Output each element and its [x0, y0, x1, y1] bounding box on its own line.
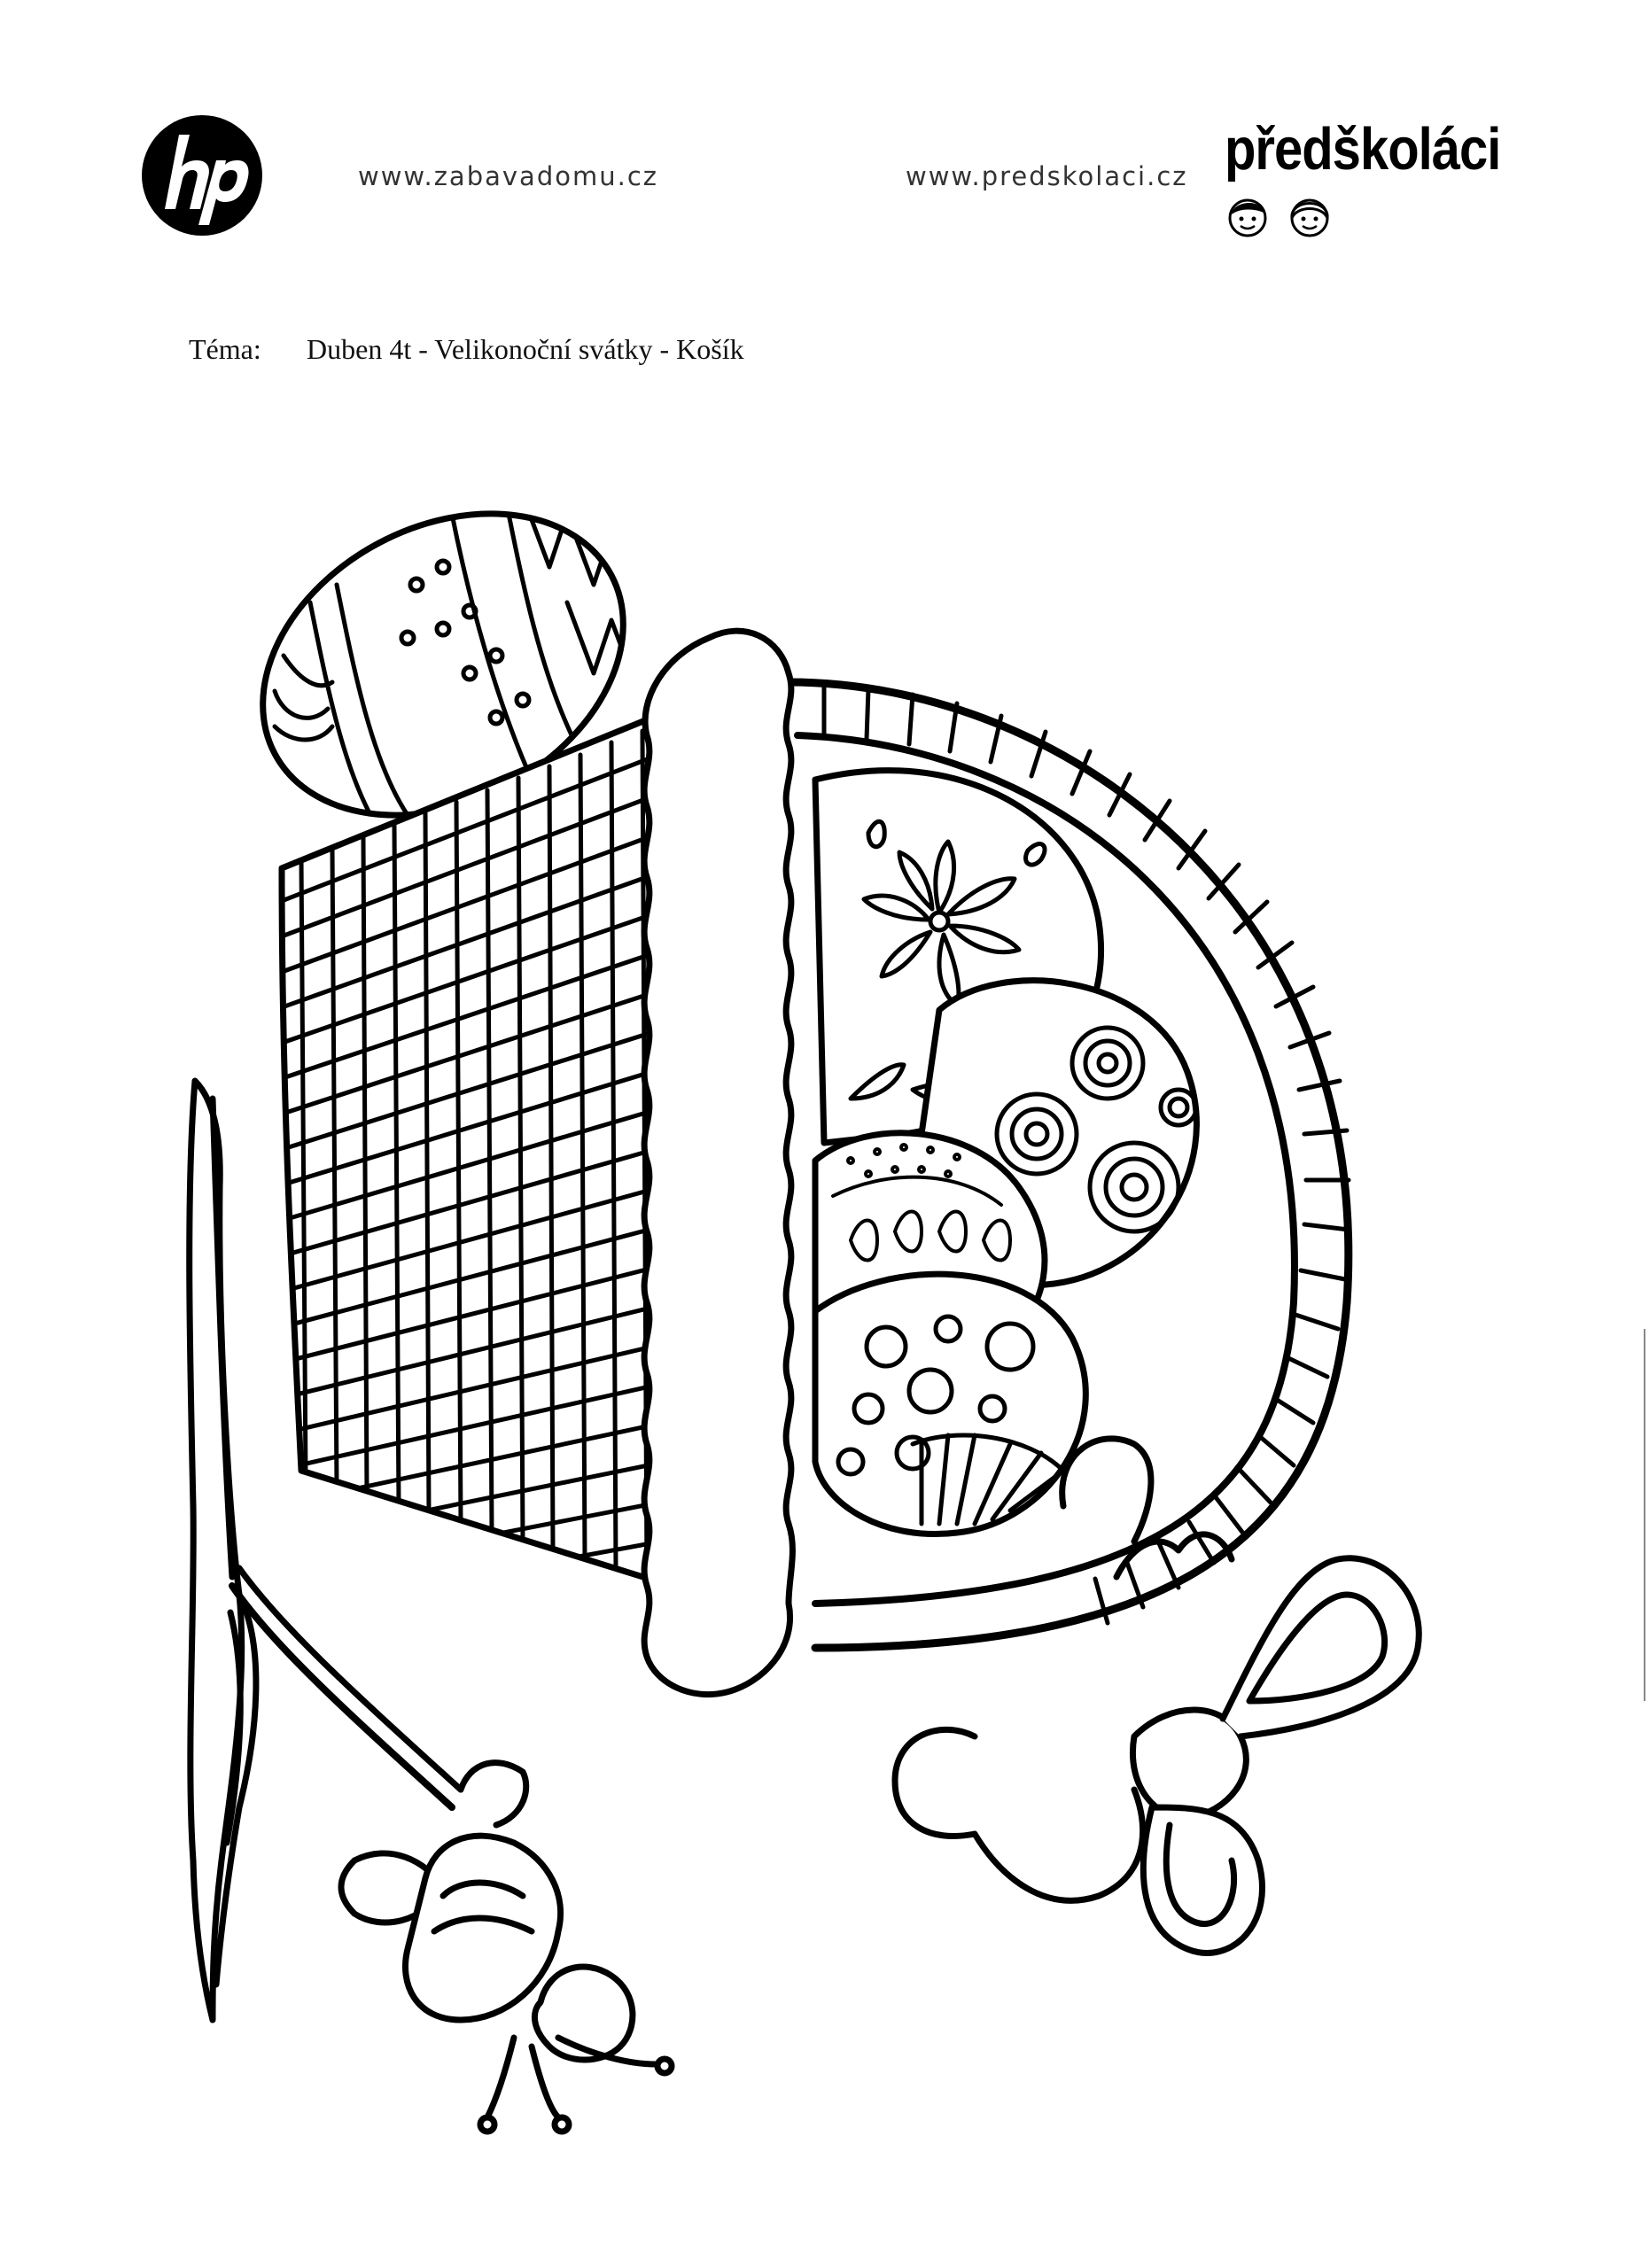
- children-faces-icon: [1225, 191, 1349, 245]
- topic-label: Téma:: [189, 333, 261, 365]
- easter-basket-illustration: [177, 461, 1489, 2144]
- scan-edge-line: [1644, 1329, 1645, 1701]
- topic-title: Duben 4t - Velikonoční svátky - Košík: [307, 333, 744, 365]
- predskolaci-url[interactable]: www.predskolaci.cz: [906, 161, 1188, 191]
- eggs-in-basket: [815, 771, 1196, 1534]
- predskolaci-brand: [1225, 115, 1508, 248]
- basket-front-rim: [644, 631, 792, 1694]
- zabavadomu-url[interactable]: www.zabavadomu.cz: [358, 161, 658, 191]
- brand-name: předškoláci: [1225, 116, 1501, 183]
- hp-logo: [140, 113, 264, 237]
